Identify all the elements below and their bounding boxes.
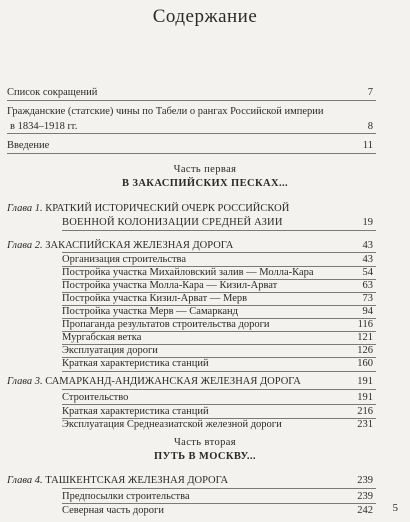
item-label: Краткая характеристика станций (62, 358, 209, 369)
toc-item (0, 504, 410, 518)
toc-item (0, 357, 410, 371)
item-label: Организация строительства (62, 254, 187, 265)
toc-chapter-4 (0, 474, 410, 488)
entry-page: 242 (357, 505, 373, 516)
entry-label-continued: в 1834–1918 гг. (10, 121, 78, 132)
entry-page: 191 (357, 392, 373, 403)
toc-chapter-2 (0, 239, 410, 253)
toc-item (0, 490, 410, 504)
entry-page: 191 (357, 376, 373, 387)
entry-page: 121 (357, 332, 373, 343)
divider (62, 371, 376, 372)
toc-item (0, 418, 410, 432)
page-number: 5 (392, 502, 398, 514)
chapter-title: КРАТКИЙ ИСТОРИЧЕСКИЙ ОЧЕРК РОССИЙСКОЙ (45, 203, 290, 214)
entry-page: 63 (362, 280, 373, 291)
divider (62, 230, 376, 231)
entry-label: Введение (7, 140, 50, 151)
part-title: Часть первая (173, 164, 237, 175)
divider (7, 100, 376, 101)
part-title: Часть вторая (173, 437, 237, 448)
toc-item (0, 279, 410, 293)
chapter-prefix: Глава 1. (7, 203, 43, 214)
part-subtitle: ПУТЬ В МОСКВУ... (154, 451, 256, 462)
toc-item (0, 292, 410, 306)
toc-chapter-3 (0, 375, 410, 389)
entry-page: 231 (357, 419, 373, 430)
item-label: Постройка участка Михайловский залив — Молла-Кара (62, 267, 314, 278)
toc-item (0, 405, 410, 419)
chapter-title: ЗАКАСПИЙСКАЯ ЖЕЛЕЗНАЯ ДОРОГА (45, 240, 234, 251)
entry-page: 116 (357, 319, 373, 330)
toc-entry-abbreviations (0, 86, 410, 100)
entry-page: 126 (357, 345, 373, 356)
divider (7, 133, 376, 134)
toc-item (0, 253, 410, 267)
toc-item (0, 305, 410, 319)
entry-page: 8 (367, 121, 373, 132)
item-label: Предпосылки строительства (62, 491, 190, 502)
item-label: Эксплуатация дороги (62, 345, 158, 356)
part-subtitle: В ЗАКАСПИЙСКИХ ПЕСКАХ... (121, 178, 289, 189)
divider (62, 488, 376, 489)
entry-page: 94 (362, 306, 373, 317)
chapter-prefix: Глава 4. (7, 475, 43, 486)
entry-page: 73 (362, 293, 373, 304)
entry-page: 239 (357, 475, 373, 486)
item-label: Северная часть дороги (62, 505, 164, 516)
toc-item (0, 391, 410, 405)
entry-page: 43 (362, 254, 373, 265)
chapter-title-continued: ВОЕННОЙ КОЛОНИЗАЦИИ СРЕДНЕЙ АЗИИ (62, 217, 283, 228)
toc-entry-intro (0, 139, 410, 153)
item-label: Постройка участка Кизил-Арват — Мерв (62, 293, 248, 304)
chapter-prefix: Глава 3. (7, 376, 43, 387)
chapter-prefix: Глава 2. (7, 240, 43, 251)
page-title: Содержание (152, 6, 258, 27)
item-label: Эксплуатация Среднеазиатской железной дороги (62, 419, 282, 430)
item-label: Постройка участка Молла-Кара — Кизил-Арват (62, 280, 278, 291)
chapter-title: САМАРКАНД-АНДИЖАНСКАЯ ЖЕЛЕЗНАЯ ДОРОГА (45, 376, 301, 387)
entry-page: 11 (362, 140, 373, 151)
divider (62, 389, 376, 390)
item-label: Краткая характеристика станций (62, 406, 209, 417)
toc-item (0, 318, 410, 332)
toc-chapter-1 (0, 202, 410, 216)
item-label: Мургабская ветка (62, 332, 142, 343)
toc-entry-ranks-cont (0, 120, 410, 134)
entry-page: 216 (357, 406, 373, 417)
entry-page: 160 (357, 358, 373, 369)
toc-entry-ranks (0, 105, 410, 119)
toc-item (0, 331, 410, 345)
entry-page: 19 (362, 217, 373, 228)
item-label: Постройка участка Мерв — Самарканд (62, 306, 239, 317)
item-label: Строительство (62, 392, 129, 403)
entry-label: Гражданские (статские) чины по Табели о рангах Российской империи (7, 106, 324, 117)
toc-item (0, 344, 410, 358)
toc-item (0, 266, 410, 280)
chapter-title: ТАШКЕНТСКАЯ ЖЕЛЕЗНАЯ ДОРОГА (45, 475, 229, 486)
entry-page: 239 (357, 491, 373, 502)
entry-page: 43 (362, 240, 373, 251)
divider (7, 153, 376, 154)
entry-page: 7 (367, 87, 373, 98)
entry-page: 54 (362, 267, 373, 278)
item-label: Пропаганда результатов строительства дороги (62, 319, 270, 330)
entry-label: Список сокращений (7, 87, 98, 98)
toc-chapter-1-cont (0, 216, 410, 230)
